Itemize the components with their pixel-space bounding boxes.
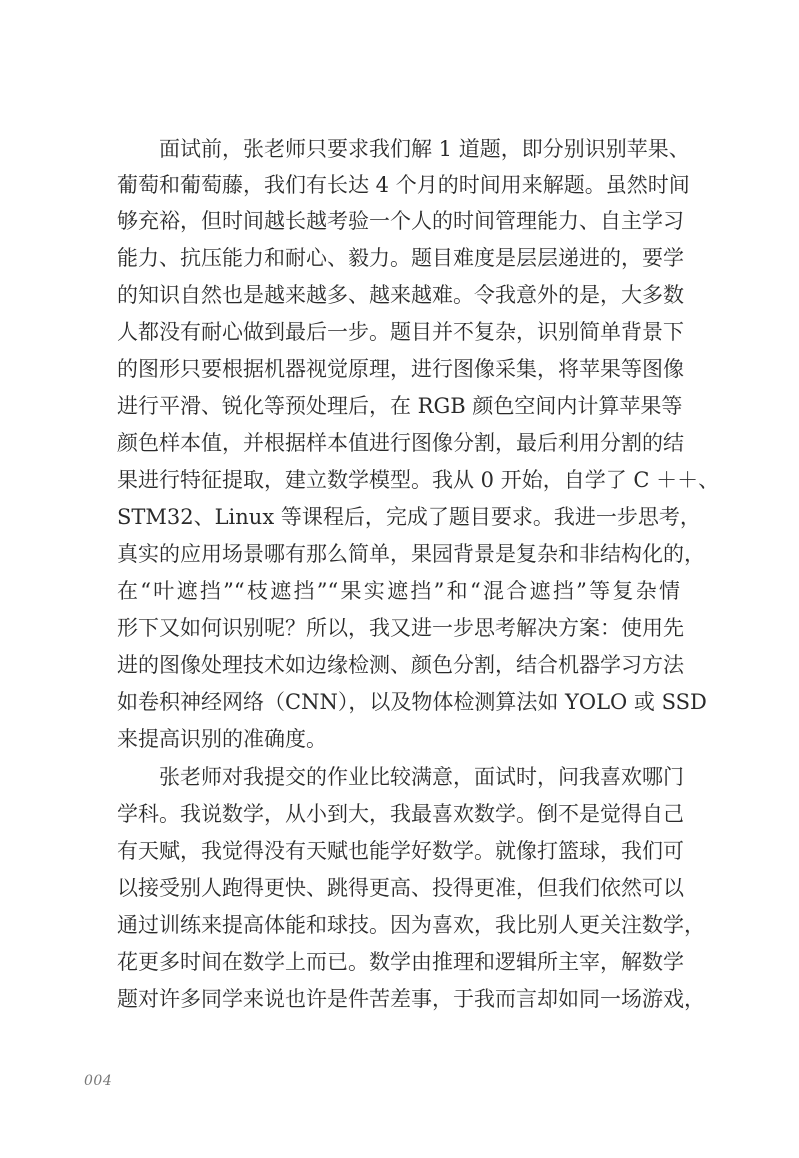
body-text-line: 题对许多同学来说也许是件苦差事，于我而言却如同一场游戏，	[117, 987, 705, 1011]
body-text-line: 张老师对我提交的作业比较满意，面试时，问我喜欢哪门	[159, 765, 684, 789]
body-text-line: 如卷积神经网络（CNN），以及物体检测算法如 YOLO 或 SSD	[117, 690, 707, 714]
body-text-line: 的知识自然也是越来越多、越来越难。令我意外的是，大多数	[117, 283, 684, 307]
body-text-line: 进的图像处理技术如边缘检测、颜色分割，结合机器学习方法	[117, 653, 684, 677]
body-text-line: 通过训练来提高体能和球技。因为喜欢，我比别人更关注数学，	[117, 913, 705, 937]
body-text-line: 能力、抗压能力和耐心、毅力。题目难度是层层递进的，要学	[117, 246, 684, 270]
body-text-line: 来提高识别的准确度。	[117, 727, 327, 751]
page-number: 004	[84, 1073, 113, 1089]
body-text-line: 以接受别人跑得更快、跳得更高、投得更准，但我们依然可以	[117, 876, 684, 900]
body-text-line: 人都没有耐心做到最后一步。题目并不复杂，识别简单背景下	[117, 320, 684, 344]
body-text-line: 果进行特征提取，建立数学模型。我从 0 开始，自学了 C ＋＋、	[117, 468, 720, 492]
body-text-line: 真实的应用场景哪有那么简单，果园背景是复杂和非结构化的，	[117, 542, 705, 566]
body-text-line: STM32、Linux 等课程后，完成了题目要求。我进一步思考，	[117, 505, 701, 529]
body-text-line: 进行平滑、锐化等预处理后，在 RGB 颜色空间内计算苹果等	[117, 394, 683, 418]
body-text-line: 葡萄和葡萄藤，我们有长达 4 个月的时间用来解题。虽然时间	[117, 173, 690, 197]
body-text-line: 够充裕，但时间越长越考验一个人的时间管理能力、自主学习	[117, 209, 684, 233]
body-text-line: 学科。我说数学，从小到大，我最喜欢数学。倒不是觉得自己	[117, 802, 684, 826]
body-text-line: 面试前，张老师只要求我们解 1 道题，即分别识别苹果、	[159, 137, 690, 161]
body-text-line: 有天赋，我觉得没有天赋也能学好数学。就像打篮球，我们可	[117, 839, 684, 863]
body-text-line: 花更多时间在数学上而已。数学由推理和逻辑所主宰，解数学	[117, 950, 684, 974]
body-text-line: 形下又如何识别呢？所以，我又进一步思考解决方案：使用先	[117, 616, 684, 640]
body-text-line: 在“叶遮挡”“枝遮挡”“果实遮挡”和“混合遮挡”等复杂情	[117, 579, 680, 603]
body-text-line: 的图形只要根据机器视觉原理，进行图像采集，将苹果等图像	[117, 357, 684, 381]
body-text-line: 颜色样本值，并根据样本值进行图像分割，最后利用分割的结	[117, 431, 684, 455]
